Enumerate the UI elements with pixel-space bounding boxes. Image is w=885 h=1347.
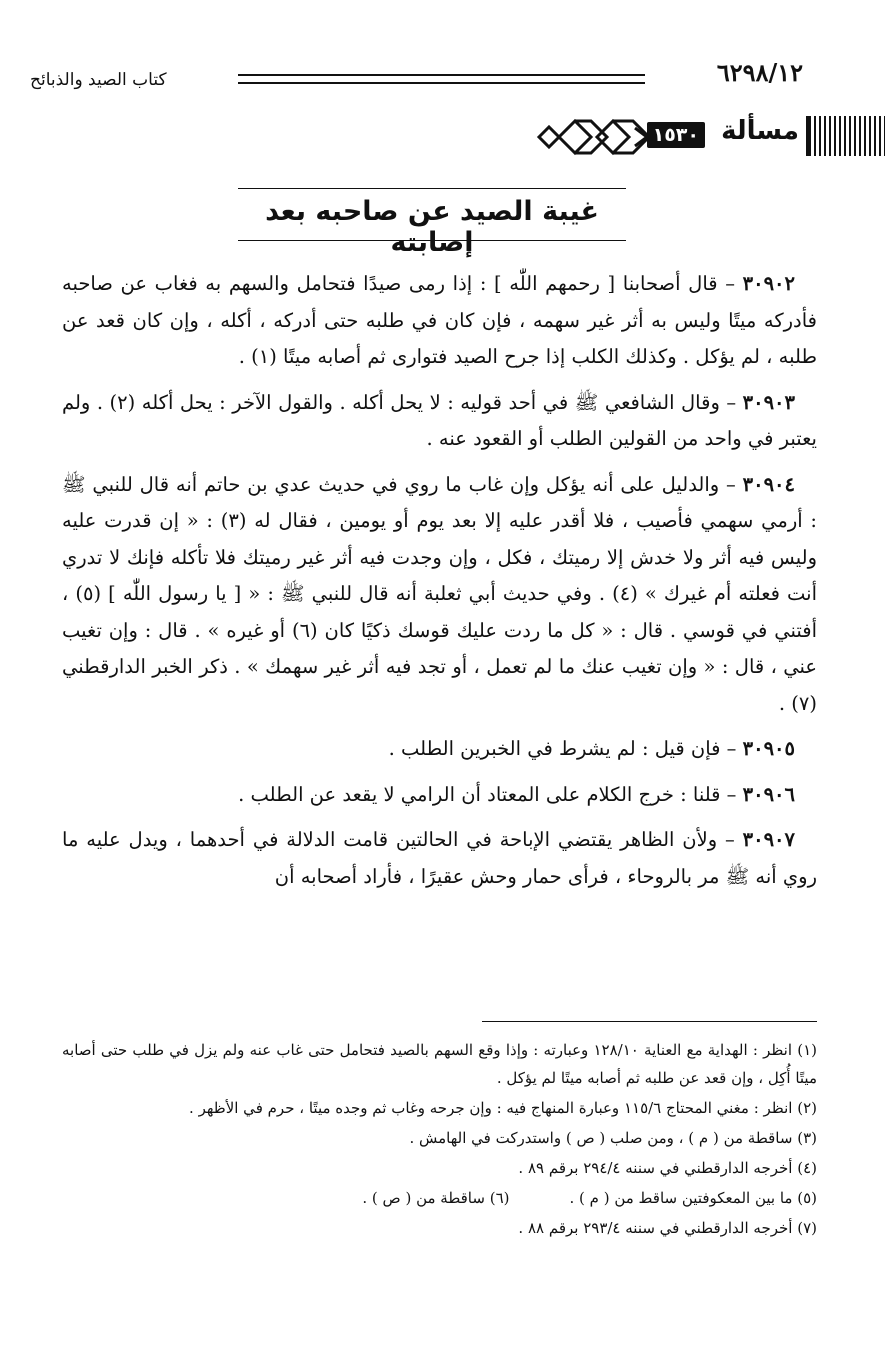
book-title: كتاب الصيد والذبائح [30,70,167,90]
paragraph-text: – قلنا : خرج الكلام على المعتاد أن الرامي لا يقعد عن الطلب . [238,782,743,806]
footnote-pair [62,1184,817,1212]
masala-label: مسألة [721,116,799,146]
paragraph [62,822,817,895]
masala-number: ١٥٣٠ [647,122,705,148]
paragraph-text: – ولأن الظاهر يقتضي الإباحة في الحالتين قامت الدلالة في أحدهما ، ويدل عليه ما روي أنه ﷺ مر بالروحاء ، فرأى حمار وحش عقيرًا ، فأراد أصحابه أن [62,828,817,888]
paragraph-text: – وقال الشافعي ﷺ في أحد قوليه : لا يحل أكله . والقول الآخر : يحل أكله (٢) . ولم يعتبر في واحد من القولين الطلب أو القعود عنه . [62,390,817,450]
paragraph [62,467,817,723]
paragraph-text: – فإن قيل : لم يشرط في الخبرين الطلب . [388,737,743,760]
footnote: (١) انظر : الهداية مع العناية ١٢٨/١٠ وعبارته : وإذا وقع السهم بالصيد فتحامل حتى غاب عنه ولم يزل في طلب حتى أصابه ميتًا أُكِل ، وإن قعد عن طلبه ثم أصابه ميتًا لم يؤكل . [62,1041,817,1087]
footnote: (٧) أخرجه الدارقطني في سننه ٢٩٣/٤ برقم ٨٨ . [518,1219,817,1237]
paragraph [62,777,817,814]
footnotes [62,1036,817,1244]
paragraph-number: ٣٠٩٠٣ [742,390,795,414]
section-title: غيبة الصيد عن صاحبه بعد إصابته [265,196,599,258]
footnote: (٤) أخرجه الدارقطني في سننه ٢٩٤/٤ برقم ٨٩ . [518,1159,817,1177]
barcode-ornament [809,116,885,156]
footnote-separator [482,1021,817,1022]
paragraph [62,266,817,376]
paragraph-number: ٣٠٩٠٧ [742,828,795,851]
main-text [62,266,817,904]
paragraph [62,385,817,458]
geometric-ornament-icon [535,114,653,160]
paragraph-text: – قال أصحابنا [ رحمهم اللّٰه ] : إذا رمى صيدًا فتحامل والسهم به فغاب عن صاحبه فأدركه ميتًا وليس به أثر غير سهمه ، فإن كان في طلبه حتى أدركه ، أكله ، وإن كان قعد عن طلبه ، لم يؤكل . وكذلك الكلب إذا جرح الصيد فتوارى ثم أصابه ميتًا (١) . [62,272,817,368]
title-rule-bottom [238,240,626,241]
paragraph-text: – والدليل على أنه يؤكل وإن غاب ما روي في حديث عدي بن حاتم أنه قال للنبي ﷺ : أرمي سهمي فأصيب ، فلا أقدر عليه إلا بعد يوم أو يومين ، فقال له (٣) : « إن قدرت عليه وليس فيه أثر ولا خدش إلا رميتك ، فكل ، وإن وجدت فيه أثر غير رميتك فلا تأكله فإنك لا تدري أنت فعلته أم غيرك » (٤) . وفي حديث أبي ثعلبة أنه قال للنبي ﷺ : « [ يا رسول اللّٰه ] (٥) ، أفتني في قوسي . قال : « كل ما ردت عليك قوسك ذكيًا كان (٦) أو غيره » . قال : وإن تغيب عني ، قال : « وإن تغيب عنك ما لم تعمل ، أو تجد فيه أثر غير سهمك » . ذكر الخبر الدارقطني (٧) . [62,472,817,715]
paragraph [62,731,817,768]
masala-banner [0,114,885,162]
footnote: (٣) ساقطة من ( م ) ، ومن صلب ( ص ) واستدركت في الهامش . [409,1129,817,1147]
paragraph-number: ٣٠٩٠٢ [742,272,795,295]
running-header [30,58,855,92]
paragraph-number: ٣٠٩٠٤ [742,472,795,496]
header-rule [238,74,645,84]
paragraph-number: ٣٠٩٠٦ [742,782,795,806]
footnote: (٦) ساقطة من ( ص ) . [362,1189,510,1207]
title-rule-top [238,188,626,189]
footnote: (٢) انظر : مغني المحتاج ١١٥/٦ وعبارة المنهاج فيه : وإن جرحه وغاب ثم وجده ميتًا ، حرم في الأظهر . [189,1099,817,1117]
paragraph-number: ٣٠٩٠٥ [742,737,795,760]
page-number: ٦٢٩٨/١٢ [716,58,803,87]
footnote: (٥) ما بين المعكوفتين ساقط من ( م ) . [569,1189,817,1207]
